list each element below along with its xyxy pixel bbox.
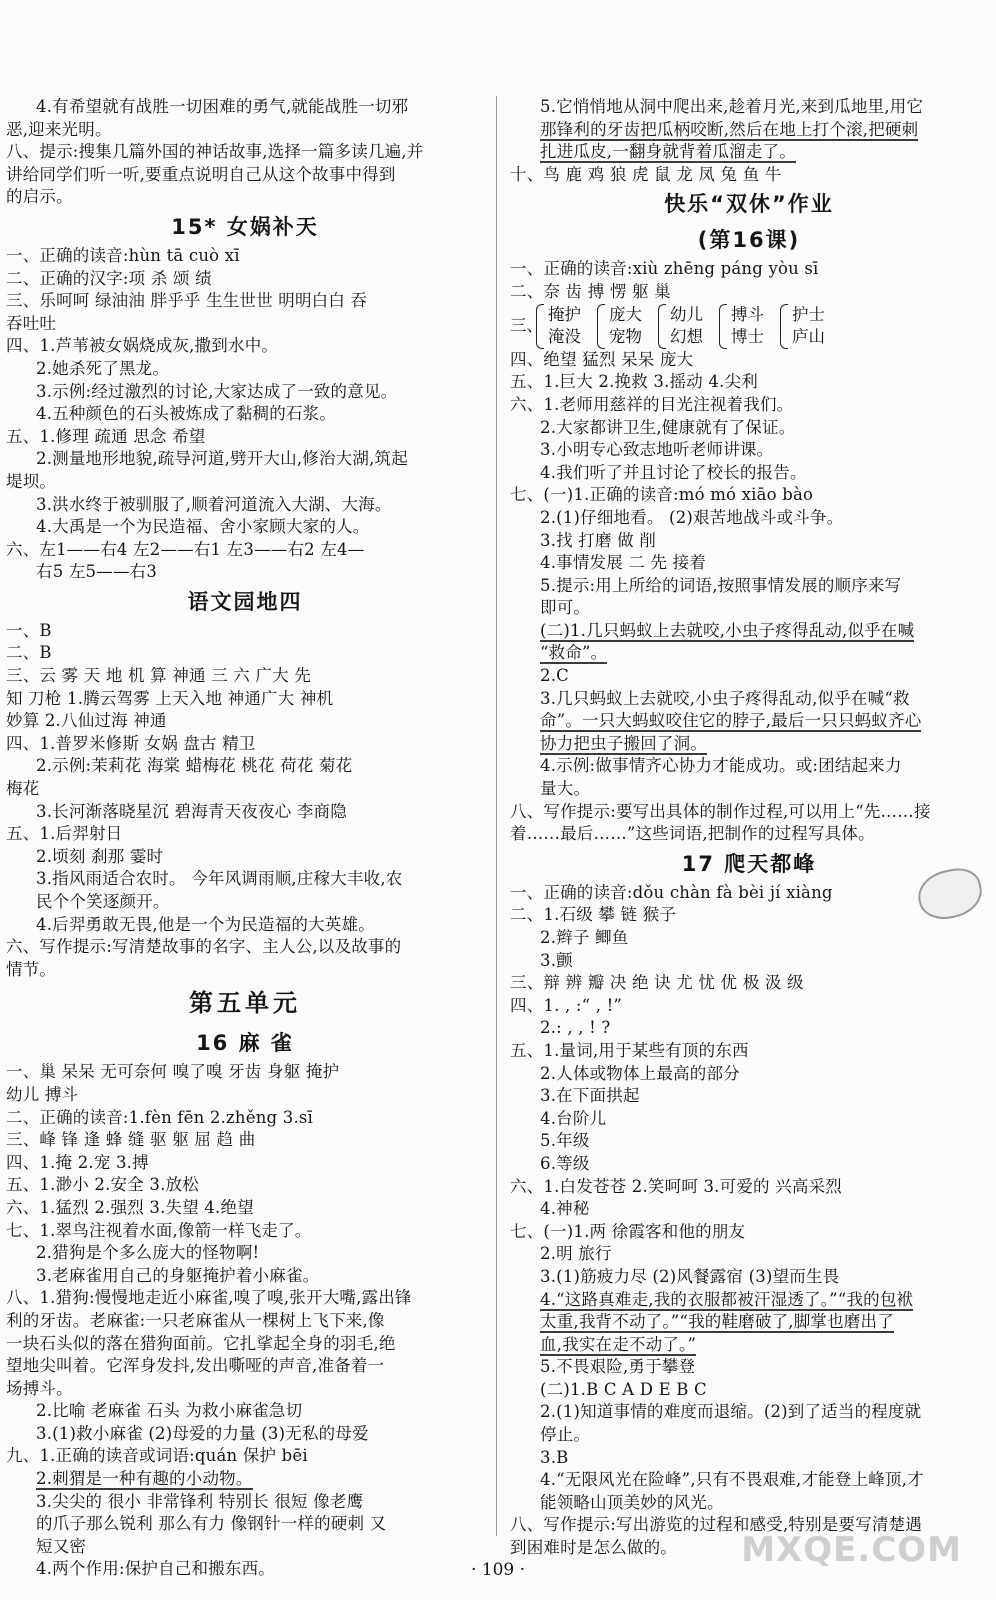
answer-line [6, 1355, 484, 1378]
answer-text: 扎进瓜皮,一翻身就背着瓜溜走了。 [540, 142, 796, 162]
answer-line [6, 1333, 484, 1356]
answer-line [510, 1063, 988, 1086]
answer-text: 三、乐呵呵 绿油油 胖乎乎 生生世世 明明白白 吞 [6, 291, 368, 311]
answer-text: 6.等级 [540, 1153, 590, 1173]
answer-line [510, 620, 988, 643]
answer-line [6, 1220, 484, 1243]
answer-text: 五、1.修理 疏通 思念 希望 [6, 426, 206, 446]
answer-line [510, 141, 988, 164]
answer-line [510, 927, 988, 950]
answer-line [6, 1084, 484, 1107]
brace-word: 庞大 [609, 304, 642, 324]
answer-line [6, 1378, 484, 1401]
answer-line [510, 1469, 988, 1492]
brace-answer-row [510, 304, 988, 349]
answer-line [510, 439, 988, 462]
answer-text: 七、(一)1.两 徐霞客和他的朋友 [510, 1221, 746, 1241]
answer-line [6, 403, 484, 426]
answer-text: 妙算 2.八仙过海 神通 [6, 711, 167, 731]
answer-line [510, 417, 988, 440]
answer-text: 2.示例:茉莉花 海棠 蜡梅花 桃花 荷花 菊花 [36, 756, 353, 776]
answer-text: 右5 左5——右3 [36, 562, 158, 582]
answer-line [510, 995, 988, 1018]
answer-text: 十、鸟 鹿 鸡 狼 虎 鼠 龙 凤 兔 鱼 牛 [510, 164, 782, 184]
watermark-logo: MXQE.COM [741, 1530, 962, 1570]
answer-text: 六、1.老师用慈祥的目光注视着我们。 [510, 394, 794, 414]
answer-text: 2.C [540, 666, 569, 686]
section-title: 语文园地四 [187, 589, 303, 614]
answer-text: 一、正确的读音:hùn tā cuò xī [6, 245, 240, 265]
answer-line [6, 561, 484, 584]
answer-line [510, 755, 988, 778]
answer-line [6, 426, 484, 449]
answer-text: 一、B [6, 620, 52, 640]
answer-line [6, 1400, 484, 1423]
section-title: 第五单元 [189, 989, 301, 1018]
answer-line [510, 1176, 988, 1199]
answer-line [6, 1174, 484, 1197]
answer-text: 4.大禹是一个为民造福、舍小家顾大家的人。 [36, 517, 370, 537]
answer-text: 利的牙齿。老麻雀:一只老麻雀从一棵树上飞下来,像 [6, 1310, 385, 1330]
answer-line [6, 516, 484, 539]
answer-text: 4.“无限风光在险峰”,只有不畏艰难,才能登上峰顶,才 [540, 1470, 924, 1490]
answer-line [510, 1108, 988, 1131]
brace-word: 博士 [731, 327, 764, 347]
brace-word: 庐山 [792, 327, 825, 347]
answer-line [510, 1221, 988, 1244]
answer-text: 命”。一只大蚂蚁咬住它的脖子,最后一只只蚂蚁齐心 [540, 711, 922, 731]
answer-line [510, 972, 988, 995]
answer-text: 4.“这路真难走,我的衣服都被汗湿透了。”“我的包袱 [540, 1289, 914, 1309]
answer-text: 五、1.后羿射日 [6, 824, 123, 844]
answer-line [510, 1379, 988, 1402]
answer-line [510, 1492, 988, 1515]
answer-line [6, 1265, 484, 1288]
answer-line [6, 268, 484, 291]
answer-text: 二、正确的汉字:项 杀 颂 绩 [6, 268, 212, 288]
answer-line [6, 1468, 484, 1491]
answer-line [6, 96, 484, 119]
brace-word: 幼儿 [670, 304, 703, 324]
answer-line [510, 1017, 988, 1040]
answer-text: 八、写作提示:要写出具体的制作过程,可以用上“先……接 [510, 801, 931, 821]
answer-text: 的爪子那么锐利 那么有力 像钢针一样的硬刺 又 [36, 1514, 387, 1534]
answer-text: 4.我们听了并且讨论了校长的报告。 [540, 462, 807, 482]
answer-line [6, 381, 484, 404]
answer-text: 六、左1——右4 左2——右1 左3——右2 左4— [6, 539, 365, 559]
answer-text: 5.提示:用上所给的词语,按照事情发展的顺序来写 [540, 575, 902, 595]
brace-word: 宠物 [609, 327, 642, 347]
answer-line [510, 597, 988, 620]
answer-line [510, 484, 988, 507]
brace-word: 搏斗 [731, 304, 764, 324]
answer-text: 2.辫子 鲫鱼 [540, 928, 629, 947]
answer-text: 血,我实在走不动了。” [540, 1334, 697, 1354]
answer-text: 4.两个作用:保护自己和搬东西。 [36, 1559, 276, 1579]
answer-line [510, 1311, 988, 1334]
answer-text: 四、绝望 猛烈 呆呆 庞大 [510, 349, 694, 369]
brace-word: 掩护 [548, 304, 581, 324]
answer-line [510, 507, 988, 530]
answer-text: 知 刀枪 1.腾云驾雾 上天入地 神通广大 神机 [6, 688, 334, 708]
answer-text: 2.猎狗是个多么庞大的怪物啊! [36, 1243, 260, 1263]
answer-line [6, 335, 484, 358]
answer-line [6, 1107, 484, 1130]
answer-text: 六、写作提示:写清楚故事的名字、主人公,以及故事的 [6, 937, 402, 957]
brace-icon [658, 304, 666, 349]
answer-line [510, 1153, 988, 1176]
answer-text: 2.: , , ! ? [540, 1018, 611, 1038]
answer-text: 2.(1)仔细地看。 (2)艰苦地战斗或斗争。 [540, 507, 844, 527]
answer-text: 3.洪水终于被驯服了,顺着河道流入大湖、大海。 [36, 494, 392, 514]
answer-text: 2.比喻 老麻雀 石头 为救小麻雀急切 [36, 1401, 303, 1421]
answer-line [6, 1242, 484, 1265]
answer-line [6, 1287, 484, 1310]
answer-line [6, 710, 484, 733]
answer-line [510, 710, 988, 733]
answer-line [510, 642, 988, 665]
answer-line [6, 1310, 484, 1333]
answer-text: (二)1.几只蚂蚁上去就咬,小虫子疼得乱动,似乎在喊 [540, 620, 915, 640]
answer-line [6, 494, 484, 517]
answer-line [6, 1152, 484, 1175]
answer-text: 六、1.猛烈 2.强烈 3.失望 4.绝望 [6, 1197, 254, 1217]
answer-line [6, 358, 484, 381]
answer-text: 3.尖尖的 很小 非常锋利 特别长 很短 像老鹰 [36, 1491, 364, 1511]
answer-text: 4.有希望就有战胜一切困难的勇气,就能战胜一切邪 [36, 97, 409, 116]
answer-line [510, 1289, 988, 1312]
brace-word: 护士 [792, 304, 825, 324]
brace-label: 三、 [510, 315, 543, 335]
answer-text: 五、1.量词,用于某些有顶的东西 [510, 1040, 749, 1060]
brace-group [597, 304, 642, 349]
answer-text: 四、1.普罗米修斯 女娲 盘古 精卫 [6, 733, 256, 753]
answer-line [6, 1445, 484, 1468]
answer-text: 3.(1)筋疲力尽 (2)风餐露宿 (3)望而生畏 [540, 1266, 840, 1286]
answer-text: 5.年级 [540, 1131, 590, 1151]
answer-line [6, 448, 484, 471]
answer-text: (二)1.B C A D E B C [540, 1379, 707, 1399]
answer-line [6, 1061, 484, 1084]
answer-text: 二、奈 齿 搏 愣 躯 巢 [510, 281, 671, 301]
answer-line [6, 620, 484, 643]
answer-text: 八、1.猎狗:慢慢地走近小麻雀,嗅了嗅,张开大嘴,露出锋 [6, 1288, 412, 1308]
answer-line [6, 119, 484, 142]
answer-line [6, 959, 484, 982]
answer-text: 4.后羿勇敢无畏,他是一个为民造福的大英雄。 [36, 914, 375, 934]
answer-line [6, 1491, 484, 1514]
answer-line [6, 245, 484, 268]
answer-line [510, 1085, 988, 1108]
answer-text: 三、峰 锋 逢 蜂 缝 驱 躯 屈 趋 曲 [6, 1130, 256, 1150]
answer-text: 2.大家都讲卫生,健康就有了保证。 [540, 417, 796, 437]
answer-line [6, 823, 484, 846]
answer-text: 3.老麻雀用自己的身躯掩护着小麻雀。 [36, 1265, 320, 1285]
answer-text: 梅花 [6, 779, 40, 799]
answer-line [510, 575, 988, 598]
answer-line [510, 904, 988, 927]
right-column [510, 96, 988, 1560]
answer-line [510, 823, 988, 846]
answer-text: 一、正确的读音:xiù zhēng páng yòu sī [510, 259, 819, 279]
answer-line [6, 141, 484, 164]
answer-line [6, 891, 484, 914]
answer-line [6, 1536, 484, 1559]
answer-line [6, 313, 484, 336]
answer-text: 5.不畏艰险,勇于攀登 [540, 1357, 696, 1377]
answer-text: 3.颤 [540, 950, 573, 970]
answer-text: 七、(一)1.正确的读音:mó mó xiāo bào [510, 485, 814, 505]
answer-text: 场搏斗。 [6, 1378, 73, 1398]
answer-text: 二、B [6, 643, 52, 663]
answer-text: 2.人体或物体上最高的部分 [540, 1063, 740, 1083]
answer-line [510, 950, 988, 973]
answer-line [6, 1513, 484, 1536]
answer-text: 七、1.翠鸟注视着水面,像箭一样飞走了。 [6, 1220, 312, 1240]
answer-text: 4.台阶儿 [540, 1108, 607, 1128]
answer-text: 四、1.掩 2.宠 3.搏 [6, 1152, 149, 1172]
answer-line [510, 1266, 988, 1289]
answer-text: 八、写作提示:写出游览的过程和感受,特别是要写清楚遇 [510, 1515, 923, 1535]
answer-line [510, 371, 988, 394]
answer-text: 一块石头似的落在猎狗面前。它扎挲起全身的羽毛,绝 [6, 1333, 396, 1353]
answer-text: 停止。 [540, 1425, 591, 1445]
answer-line [510, 778, 988, 801]
answer-line [6, 801, 484, 824]
answer-text: 五、1.巨大 2.挽救 3.摇动 4.尖利 [510, 372, 758, 392]
answer-text: 协力把虫子搬回了洞。 [540, 733, 707, 753]
answer-line [6, 755, 484, 778]
answer-text: 3.(1)救小麻雀 (2)母爱的力量 (3)无私的母爱 [36, 1423, 369, 1443]
answer-line [510, 1401, 988, 1424]
answer-line [6, 164, 484, 187]
answer-line [510, 1040, 988, 1063]
answer-line [6, 688, 484, 711]
section-title: 15* 女娲补天 [171, 214, 319, 239]
answer-line [510, 462, 988, 485]
brace-group [719, 304, 764, 349]
answer-line [6, 868, 484, 891]
answer-text: 二、1.石级 攀 链 猴子 [510, 905, 677, 925]
answer-text: 四、1. , :“ , !” [510, 995, 623, 1015]
brace-group [658, 304, 703, 349]
answer-line [510, 1130, 988, 1153]
answer-text: 民个个笑逐颜开。 [36, 892, 170, 911]
answer-text: 四、1.芦苇被女娲烧成灰,撒到水中。 [6, 336, 279, 356]
right-column-top [510, 96, 988, 304]
answer-text: 5.它悄悄地从洞中爬出来,趁着月光,来到瓜地里,用它 [540, 97, 924, 116]
answer-line [510, 258, 988, 281]
answer-text: 到困难时是怎么做的。 [510, 1538, 677, 1558]
answer-text: 恶,迎来光明。 [6, 119, 112, 139]
answer-text: 2.(1)知道事情的难度而退缩。(2)到了适当的程度就 [540, 1402, 922, 1422]
answer-line [510, 1198, 988, 1221]
brace-icon [597, 304, 605, 349]
brace-icon [536, 304, 544, 349]
answer-line [6, 471, 484, 494]
answer-line [510, 882, 988, 905]
answer-text: 幼儿 搏斗 [6, 1084, 79, 1104]
answer-text: 五、1.渺小 2.安全 3.放松 [6, 1175, 199, 1195]
section-title: 17 爬天都峰 [681, 851, 817, 876]
answer-text: 3.几只蚂蚁上去就咬,小虫子疼得乱动,似乎在喊“救 [540, 688, 910, 708]
answer-text: 4.示例:做事情齐心协力才能成功。或:团结起来力 [540, 756, 902, 776]
answer-line [6, 186, 484, 209]
answer-text: 3.示例:经过激烈的讨论,大家达成了一致的意见。 [36, 381, 398, 401]
answer-line [510, 1447, 988, 1470]
answer-line [6, 642, 484, 665]
answer-text: 3.长河渐落晓星沉 碧海青天夜夜心 李商隐 [36, 801, 347, 821]
answer-line [6, 539, 484, 562]
answer-text: 量大。 [540, 779, 591, 799]
answer-line [510, 688, 988, 711]
answer-line [6, 1129, 484, 1152]
answer-line [510, 394, 988, 417]
answer-text: 短又密 [36, 1536, 87, 1556]
answer-line [510, 164, 988, 187]
answer-text: 2.测量地形地貌,疏导河道,劈开大山,修治大湖,筑起 [36, 449, 408, 469]
answer-text: “救命”。 [540, 643, 608, 663]
left-column [6, 96, 484, 1581]
answer-text: 九、1.正确的读音或词语:quán 保护 bēi [6, 1446, 308, 1466]
answer-line [510, 1334, 988, 1357]
brace-group [536, 304, 581, 349]
answer-text: 一、巢 呆呆 无可奈何 嗅了嗅 牙齿 身躯 掩护 [6, 1062, 340, 1082]
answer-line [510, 733, 988, 756]
answer-text: 2.明 旅行 [540, 1244, 612, 1264]
answer-line [6, 936, 484, 959]
answer-text: 情节。 [6, 959, 57, 979]
answer-line [6, 778, 484, 801]
answer-text: 太重,我背不动了。”“我的鞋磨破了,脚掌也磨出了 [540, 1312, 894, 1332]
answer-text: 即可。 [540, 598, 591, 618]
answer-line [510, 665, 988, 688]
answer-text: 的启示。 [6, 187, 73, 207]
answer-line [510, 281, 988, 304]
answer-text: 3.在下面拱起 [540, 1086, 640, 1106]
answer-text: 3.找 打磨 做 削 [540, 530, 656, 550]
answer-line [6, 733, 484, 756]
section-title: 快乐“双休”作业 [664, 192, 834, 217]
answer-text: 二、正确的读音:1.fèn fēn 2.zhěng 3.sī [6, 1107, 314, 1127]
answer-line [6, 1423, 484, 1446]
answer-text: 4.五种颜色的石头被炼成了黏稠的石浆。 [36, 404, 337, 424]
right-column-bottom [510, 349, 988, 1560]
answer-text: 3.小明专心致志地听老师讲课。 [540, 440, 774, 460]
brace-word: 幻想 [670, 327, 703, 347]
answer-line [510, 1356, 988, 1379]
answer-text: 三、辩 辨 瓣 决 绝 诀 尤 忧 优 极 汲 级 [510, 973, 804, 993]
section-title: (第16课) [697, 228, 801, 253]
answer-line [510, 96, 988, 119]
answer-line [510, 801, 988, 824]
answer-text: 讲给同学们听一听,要重点说明自己从这个故事中得到 [6, 164, 396, 184]
column-divider [496, 96, 497, 1536]
answer-text: 吞吐吐 [6, 313, 57, 333]
section-title: 16 麻 雀 [196, 1031, 294, 1056]
answer-text: 3.指风雨适合农时。 今年风调雨顺,庄稼大丰收,农 [36, 869, 403, 889]
answer-text: 八、提示:搜集几篇外国的神话故事,选择一篇多读几遍,并 [6, 142, 424, 162]
page-number: · 109 · [470, 1560, 526, 1580]
answer-text: 堤坝。 [6, 471, 57, 491]
answer-line [6, 290, 484, 313]
answer-line [510, 530, 988, 553]
brace-icon [719, 304, 727, 349]
answer-line [6, 665, 484, 688]
brace-group [780, 304, 825, 349]
answer-text: 望地尖叫着。它浑身发抖,发出嘶哑的声音,准备着一 [6, 1356, 385, 1376]
answer-text: 4.神秘 [540, 1199, 590, 1219]
answer-text: 3.B [540, 1447, 569, 1467]
answer-text: 着……最后……”这些词语,把制作的过程写具体。 [510, 824, 875, 844]
answer-line [510, 349, 988, 372]
answer-text: 2.顷刻 刹那 霎时 [36, 846, 164, 866]
answer-text: 一、正确的读音:dǒu chàn fà bèi jí xiàng [510, 882, 833, 902]
answer-text: 三、云 雾 天 地 机 算 神通 三 六 广大 先 [6, 666, 311, 686]
answer-line [510, 119, 988, 142]
answer-text: 能领略山顶美妙的风光。 [540, 1492, 724, 1512]
brace-word: 淹没 [548, 327, 581, 347]
answer-text: 六、1.白发苍苍 2.笑呵呵 3.可爱的 兴高采烈 [510, 1176, 842, 1196]
answer-line [510, 1243, 988, 1266]
answer-text: 2.刺猬是一种有趣的小动物。 [36, 1469, 253, 1489]
answer-text: 4.事情发展 二 先 接着 [540, 553, 707, 573]
brace-icon [780, 304, 788, 349]
answer-line [6, 914, 484, 937]
answer-text: 那锋利的牙齿把瓜柄咬断,然后在地上打个滚,把硬刺 [540, 119, 919, 139]
answer-text: 2.她杀死了黑龙。 [36, 358, 170, 378]
answer-line [510, 552, 988, 575]
answer-line [6, 846, 484, 869]
answer-line [510, 1424, 988, 1447]
answer-line [6, 1197, 484, 1220]
